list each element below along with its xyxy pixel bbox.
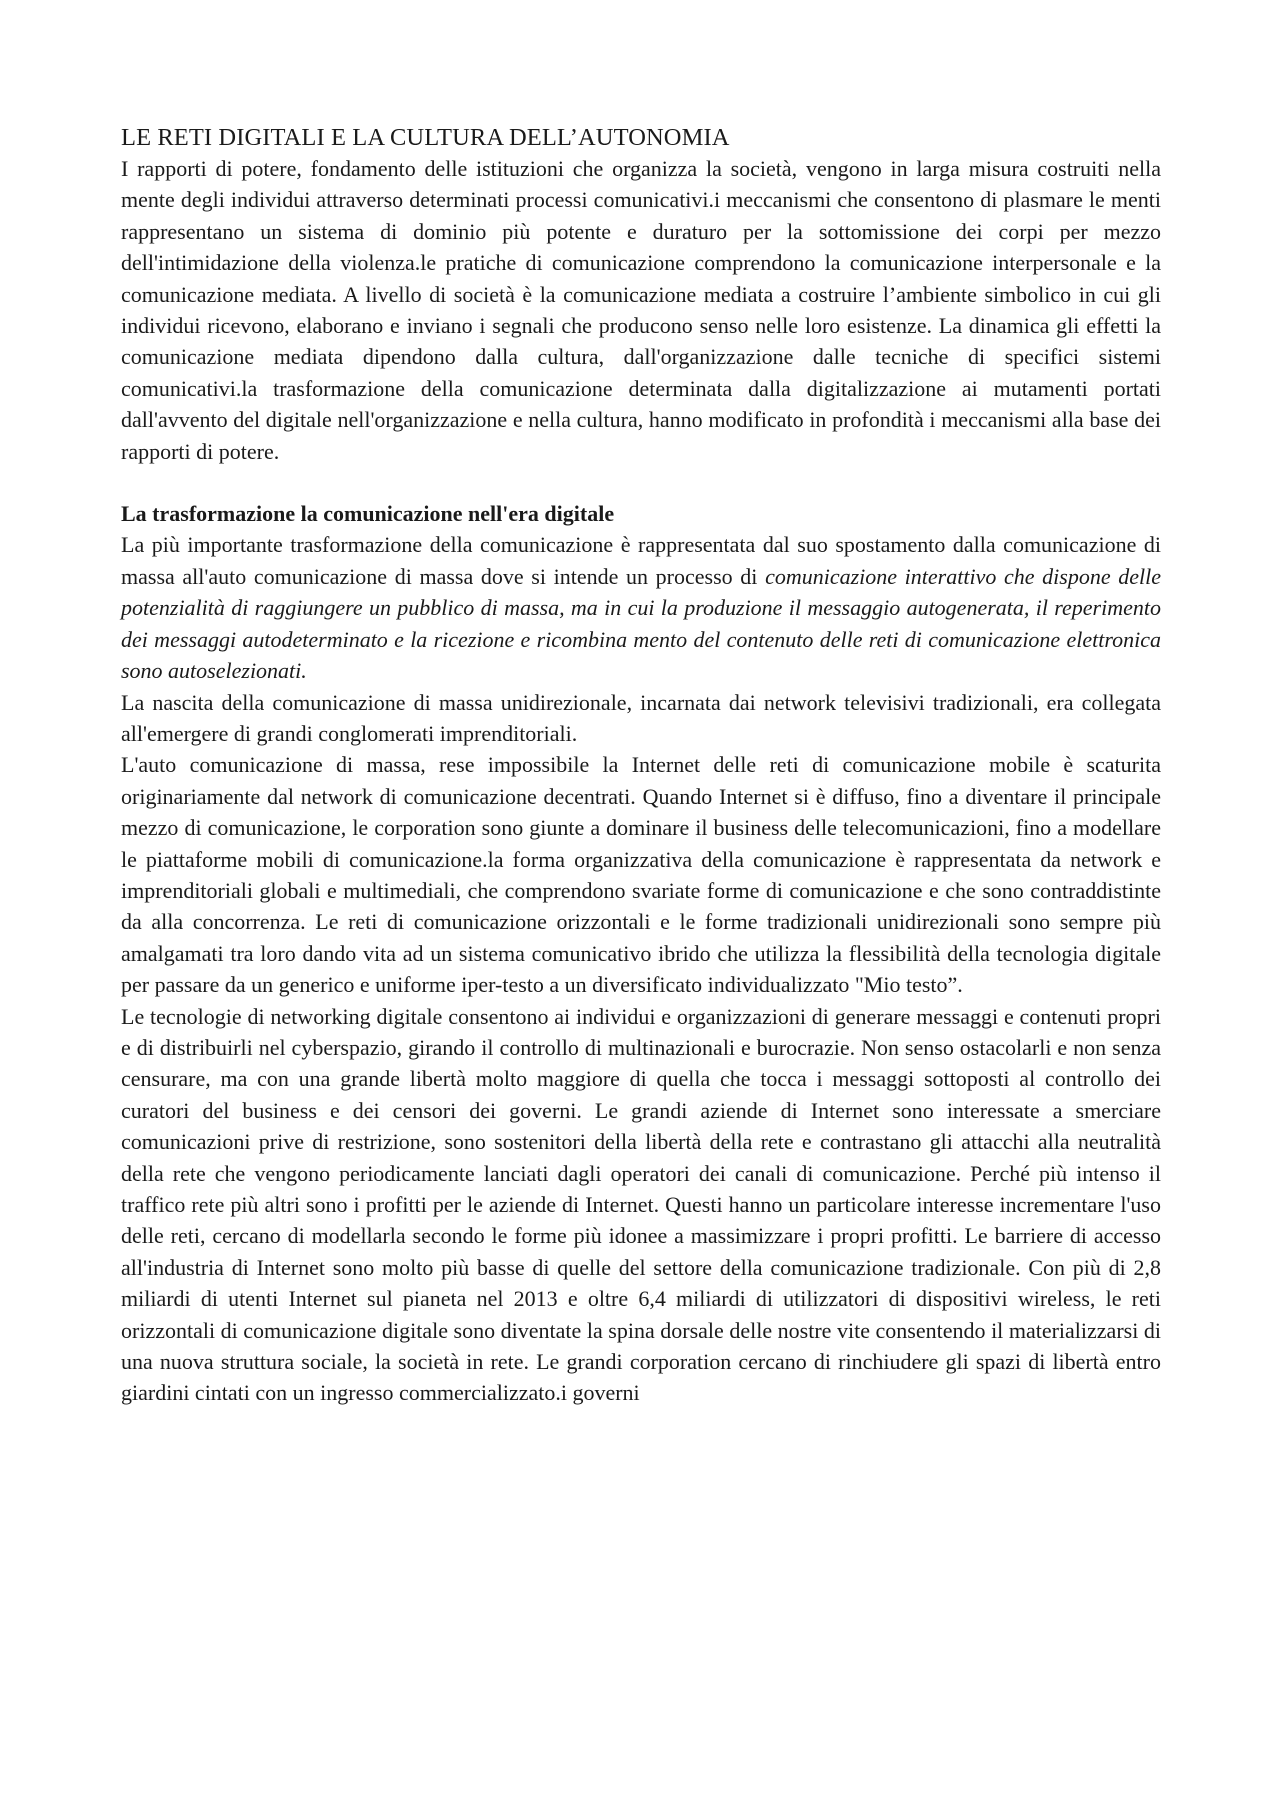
intro-paragraph: I rapporti di potere, fondamento delle istituzioni che organizza la società, vengono in larga misura costruiti nella mente degli individui attraverso determinati processi comunicativi.i meccanismi che consentono di plasmare le menti rappresentano un sistema di dominio più potente e duraturo per la sottomissione dei corpi per mezzo dell'intimidazione della violenza.le pratiche di comunicazione comprendono la comunicazione interpersonale e la comunicazione mediata. A livello di società è la comunicazione mediata a costruire l’ambiente simbolico in cui gli individui ricevono, elaborano e inviano i segnali che producono senso nelle loro esistenze. La dinamica gli effetti la comunicazione mediata dipendono dalla cultura, dall'organizzazione dalle tecniche di specifici sistemi comunicativi.la trasformazione della comunicazione determinata dalla digitalizzazione ai mutamenti portati dall'avvento del digitale nell'organizzazione e nella cultura, hanno modificato in profondità i meccanismi alla base dei rapporti di potere.	[121, 156, 1161, 464]
document-title: LE RETI DIGITALI E LA CULTURA DELL’AUTONOMIA	[121, 124, 730, 151]
section-paragraph-4: Le tecnologie di networking digitale consentono ai individui e organizzazioni di generare messaggi e contenuti propri e di distribuirli nel cyberspazio, girando il controllo di multinazionali e burocrazie. Non senso ostacolarli e non senza censurare, ma con una grande libertà molto maggiore di quella che tocca i messaggi sottoposti al controllo dei curatori del business e dei censori dei governi. Le grandi aziende di Internet sono interessate a smerciare comunicazioni prive di restrizione, sono sostenitori della libertà della rete e contrastano gli attacchi alla neutralità della rete che vengono periodicamente lanciati dagli operatori dei canali di comunicazione. Perché più intenso il traffico rete più altri sono i profitti per le aziende di Internet. Questi hanno un particolare interesse incrementare l'uso delle reti, cercano di modellarla secondo le forme più idonee a massimizzare i propri profitti. Le barriere di accesso all'industria di Internet sono molto più basse di quelle del settore della comunicazione tradizionale. Con più di 2,8 miliardi di utenti Internet sul pianeta nel 2013 e oltre 6,4 miliardi di utilizzatori di dispositivi wireless, le reti orizzontali di comunicazione digitale sono diventate la spina dorsale delle nostre vite consentendo il materializzarsi di una nuova struttura sociale, la società in rete. Le grandi corporation cercano di rinchiudere gli spazi di libertà entro giardini cintati con un ingresso commercializzato.i governi	[121, 1003, 1161, 1406]
section-heading: La trasformazione la comunicazione nell'era digitale	[121, 501, 615, 527]
section-paragraph-1	[121, 529, 1161, 686]
section-paragraph-1-lead: La più importante trasformazione della comunicazione è rappresentata dal suo spostamento dalla comunicazione di massa all'auto comunicazione di massa dove si intende un processo di	[121, 532, 1161, 589]
section-paragraph-3: L'auto comunicazione di massa, rese impossibile la Internet delle reti di comunicazione mobile è scaturita originariamente dal network di comunicazione decentrati. Quando Internet si è diffuso, fino a diventare il principale mezzo di comunicazione, le corporation sono giunte a dominare il business delle telecomunicazioni, fino a modellare le piattaforme mobili di comunicazione.la forma organizzativa della comunicazione è rappresentata da network e imprenditoriali globali e multimediali, che comprendono svariate forme di comunicazione e che sono contraddistinte da alla concorrenza. Le reti di comunicazione orizzontali e le forme tradizionali unidirezionali sono sempre più amalgamati tra loro dando vita ad un sistema comunicativo ibrido che utilizza la flessibilità della tecnologia digitale per passare da un generico e uniforme iper-testo a un diversificato individualizzato "Mio testo”.	[121, 752, 1161, 998]
document-page	[121, 120, 1161, 1409]
section-paragraph-2: La nascita della comunicazione di massa unidirezionale, incarnata dai network televisivi tradizionali, era collegata all'emergere di grandi conglomerati imprenditoriali.	[121, 689, 1161, 746]
section-paragraph-1-italic: comunicazione interattivo che dispone delle potenzialità di raggiungere un pubblico di massa, ma in cui la produzione il messaggio autogenerata, il reperimento dei messaggi autodeterminato e la ricezione e ricombina mento del contenuto delle reti di comunicazione elettronica sono autoselezionati.	[121, 563, 1162, 684]
